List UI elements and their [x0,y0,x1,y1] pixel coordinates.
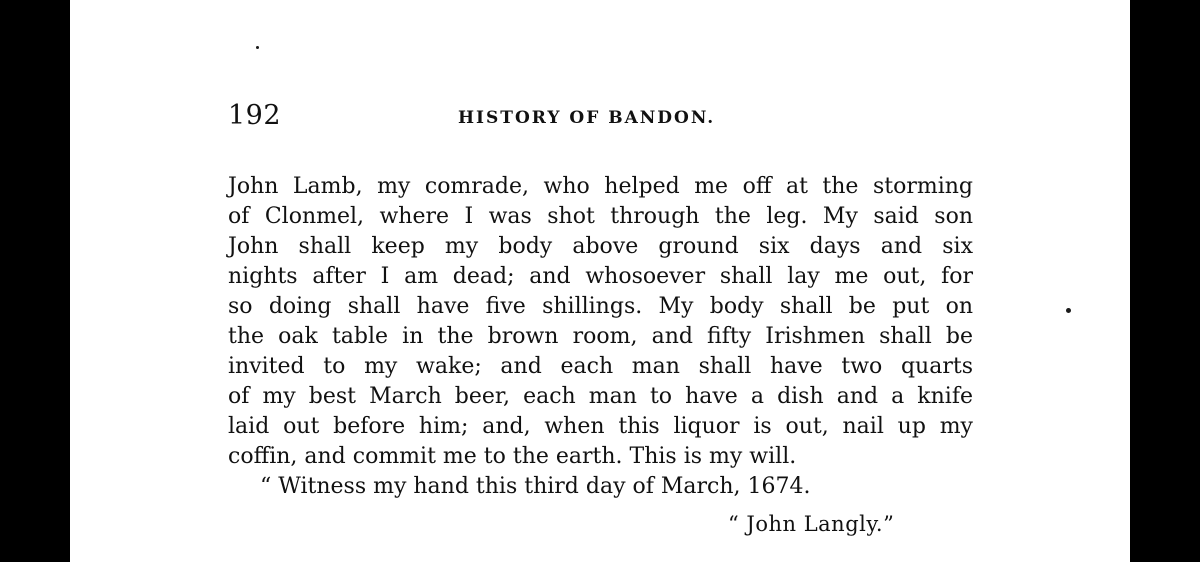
text-line: so doing shall have five shillings. My body shall be put on [228,294,973,319]
text-line: of Clonmel, where I was shot through the leg. My said son [228,204,973,229]
text-line: coffin, and commit me to the earth. This is my will. [228,444,797,469]
text-line: John Lamb, my comrade, who helped me off at the storming [228,174,973,199]
body-text [228,172,973,502]
witness-line: “ Witness my hand this third day of March, 1674. [260,474,811,499]
page-number: 192 [228,100,282,131]
signature-line: “ John Langly.” [728,512,895,536]
text-line: laid out before him; and, when this liquor is out, nail up my [228,414,973,439]
ink-speck [256,46,259,49]
text-line: John shall keep my body above ground six days and six [228,234,973,259]
text-line: invited to my wake; and each man shall have two quarts [228,354,973,379]
text-line: the oak table in the brown room, and fifty Irishmen shall be [228,324,973,349]
ink-speck [1066,308,1071,313]
text-line: nights after I am dead; and whosoever shall lay me out, for [228,264,973,289]
text-line: of my best March beer, each man to have a dish and a knife [228,384,973,409]
book-page [70,0,1130,562]
running-head-title: HISTORY OF BANDON. [458,108,716,128]
